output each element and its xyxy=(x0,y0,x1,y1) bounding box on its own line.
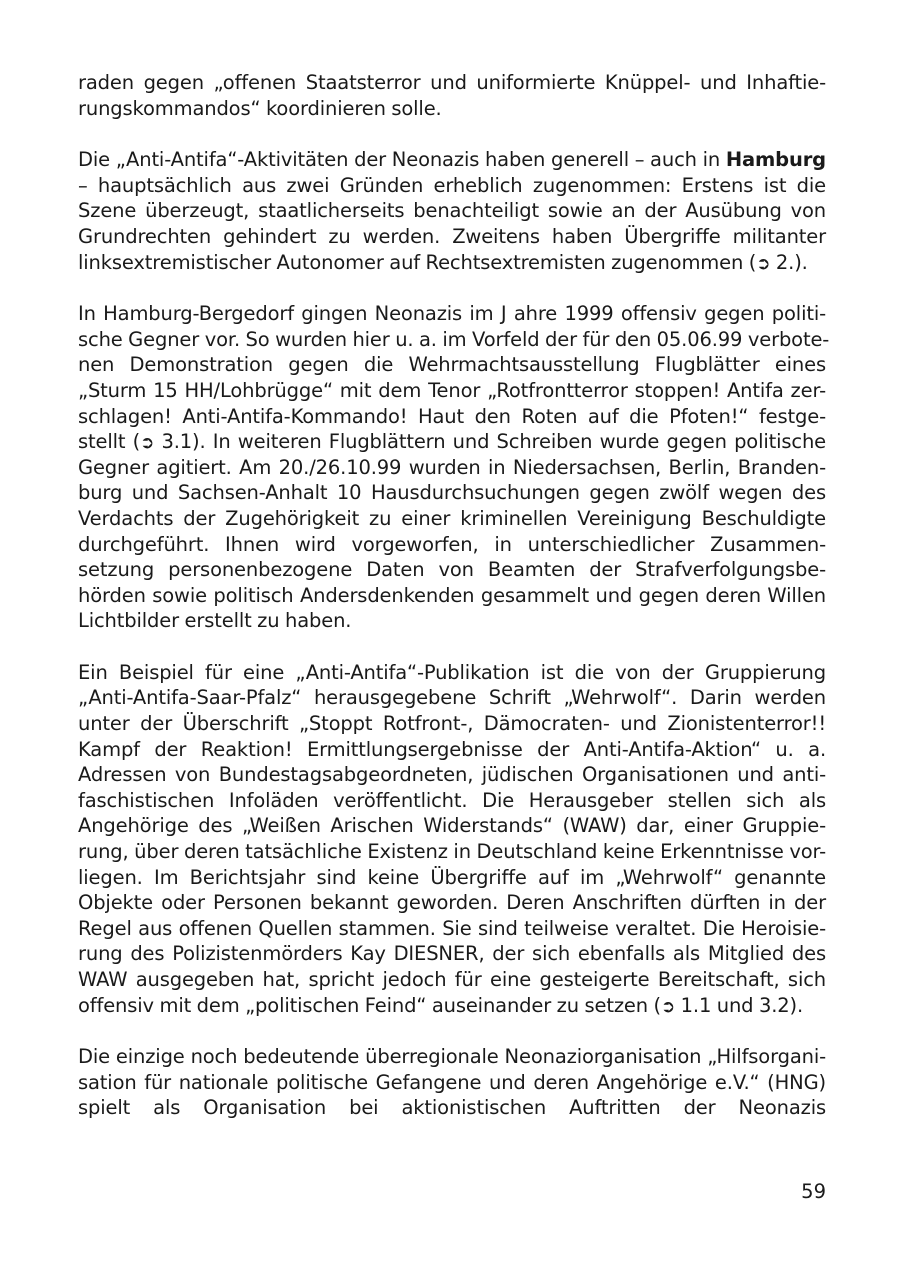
paragraph-4 xyxy=(78,660,826,1018)
text-line: burg und Sachsen-Anhalt 10 Hausdurchsuchungen gegen zwölf wegen des xyxy=(78,481,826,505)
text-line: raden gegen „offenen Staatsterror und uniformierte Knüppel- und Inhaftie- xyxy=(78,71,826,94)
text-line xyxy=(78,429,826,455)
text-line: sche Gegner vor. So wurden hier u. a. im Vorfeld der für den 05.06.99 verbote- xyxy=(78,327,830,351)
text-line: Szene überzeugt, staatlicherseits benachteiligt sowie an der Ausübung von xyxy=(78,199,826,223)
text-span: 3.1). In weiteren Flugblättern und Schreiben wurde gegen politische xyxy=(154,430,827,454)
text-line: Ein Beispiel für eine „Anti-Antifa“-Publikation ist die von der Gruppierung xyxy=(78,660,826,684)
text-line: Grundrechten gehindert zu werden. Zweitens haben Übergriffe militanter xyxy=(78,224,826,248)
text-line xyxy=(78,993,826,1019)
text-line: WAW ausgegeben hat, spricht jedoch für eine gesteigerte Bereitschaft, sich xyxy=(78,968,826,991)
text-span: offensiv mit dem „politischen Feind“ auseinander zu setzen ( xyxy=(78,993,661,1017)
text-line: schlagen! Anti-Antifa-Kommando! Haut den Roten auf die Pfoten!“ festge- xyxy=(78,404,826,428)
page-number: 59 xyxy=(801,1180,826,1203)
text-span: stellt ( xyxy=(78,430,141,454)
text-line: Verdachts der Zugehörigkeit zu einer kriminellen Vereinigung Beschuldigte xyxy=(78,506,826,530)
arrow-reference-icon: ➲ xyxy=(140,433,155,454)
arrow-reference-icon: ➲ xyxy=(756,253,771,274)
paragraph-5 xyxy=(78,1044,826,1121)
text-span: 2.). xyxy=(770,250,808,274)
bold-term: Hamburg xyxy=(725,148,826,172)
text-line: In Hamburg-Bergedorf gingen Neonazis im J ahre 1999 offensiv gegen politi- xyxy=(78,302,826,326)
text-line: Angehörige des „Weißen Arischen Widerstands“ (WAW) dar, einer Gruppie- xyxy=(78,814,826,838)
text-line: Objekte oder Personen bekannt geworden. Deren Anschriften dürften in der xyxy=(78,891,826,915)
text-line: unter der Überschrift „Stoppt Rotfront-, Dämocraten- und Zionistenterror!! xyxy=(78,712,826,736)
paragraph-2 xyxy=(78,147,826,275)
text-line: – hauptsächlich aus zwei Gründen erheblich zugenommen: Erstens ist die xyxy=(78,173,826,197)
text-line: Gegner agitiert. Am 20./26.10.99 wurden in Niedersachsen, Berlin, Branden- xyxy=(78,455,826,479)
text-line: sation für nationale politische Gefangene und deren Angehörige e.V.“ (HNG) xyxy=(78,1070,826,1094)
text-span: linksextremistischer Autonomer auf Rechtsextremisten zugenommen ( xyxy=(78,250,757,274)
text-line: faschistischen Infoläden veröffentlicht. Die Herausgeber stellen sich als xyxy=(78,788,826,812)
text-line: Regel aus offenen Quellen stammen. Sie sind teilweise veraltet. Die Heroisie- xyxy=(78,916,826,940)
text-line: „Anti-Antifa-Saar-Pfalz“ herausgegebene Schrift „Wehrwolf“. Darin werden xyxy=(78,686,826,710)
text-line: setzung personenbezogene Daten von Beamten der Strafverfolgungsbe- xyxy=(78,558,826,582)
text-line: nen Demonstration gegen die Wehrmachtsausstellung Flugblätter eines xyxy=(78,353,826,377)
text-line: Die einzige noch bedeutende überregionale Neonaziorganisation „Hilfsorgani- xyxy=(78,1045,826,1069)
text-line: rung, über deren tatsächliche Existenz in Deutschland keine Erkenntnisse vor- xyxy=(78,840,826,864)
text-line xyxy=(78,250,826,276)
document-page xyxy=(78,70,830,1147)
text-span: 1.1 und 3.2). xyxy=(675,993,804,1017)
text-line: rungskommandos“ koordinieren solle. xyxy=(78,96,442,120)
text-line: Kampf der Reaktion! Ermittlungsergebnisse der Anti-Antifa-Aktion“ u. a. xyxy=(78,737,826,761)
text-line xyxy=(78,147,826,173)
text-line: rung des Polizistenmörders Kay DIESNER, der sich ebenfalls als Mitglied des xyxy=(78,942,826,966)
text-line: „Sturm 15 HH/Lohbrügge“ mit dem Tenor „Rotfrontterror stoppen! Antifa zer- xyxy=(78,378,826,402)
arrow-reference-icon: ➲ xyxy=(661,996,676,1017)
paragraph-1 xyxy=(78,70,826,121)
text-line: liegen. Im Berichtsjahr sind keine Übergriffe auf im „Wehrwolf“ genannte xyxy=(78,865,826,889)
text-line: durchgeführt. Ihnen wird vorgeworfen, in unterschiedlicher Zusammen- xyxy=(78,532,826,556)
text-span: Die „Anti-Antifa“-Aktivitäten der Neonazis haben generell – auch in xyxy=(78,148,726,172)
text-line: Adressen von Bundestagsabgeordneten, jüdischen Organisationen und anti- xyxy=(78,763,826,787)
paragraph-3 xyxy=(78,301,830,634)
text-line: hörden sowie politisch Andersdenkenden gesammelt und gegen deren Willen xyxy=(78,583,826,607)
text-line: Lichtbilder erstellt zu haben. xyxy=(78,609,352,633)
text-line: spielt als Organisation bei aktionistischen Auftritten der Neonazis xyxy=(78,1096,826,1120)
